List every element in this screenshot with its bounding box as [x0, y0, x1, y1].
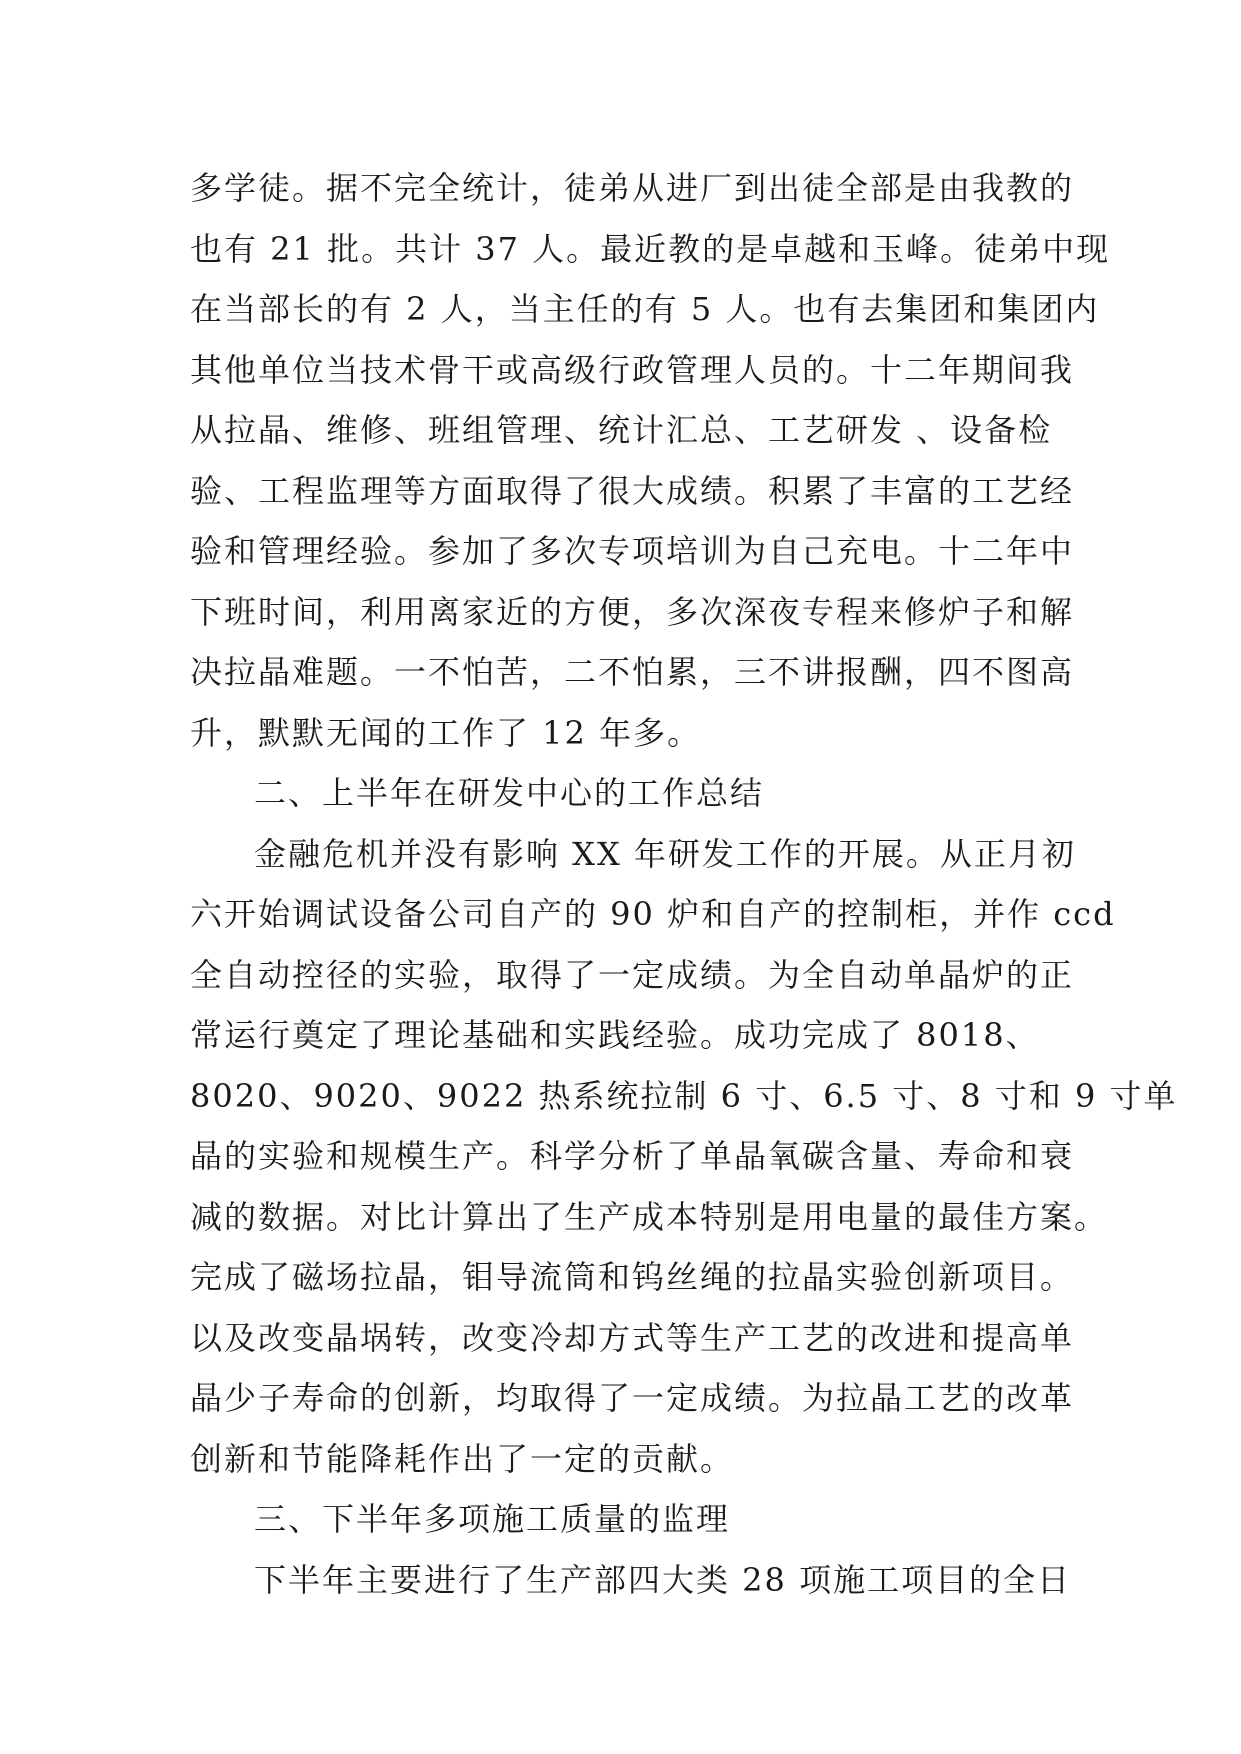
paragraph-line: 晶的实验和规模生产。科学分析了单晶氧碳含量、寿命和衰: [190, 1137, 1075, 1175]
paragraph-line: 多学徒。据不完全统计，徒弟从进厂到出徒全部是由我教的: [190, 169, 1075, 207]
paragraph-line: 下半年主要进行了生产部四大类 28 项施工项目的全日: [254, 1560, 1072, 1599]
section-heading: 二、上半年在研发中心的工作总结: [254, 774, 765, 812]
paragraph-line: 金融危机并没有影响 XX 年研发工作的开展。从正月初: [254, 834, 1076, 873]
paragraph-line: 晶少子寿命的创新，均取得了一定成绩。为拉晶工艺的改革: [190, 1379, 1075, 1417]
paragraph-line: 下班时间，利用离家近的方便，多次深夜专程来修炉子和解: [190, 592, 1075, 631]
paragraph-line: 完成了磁场拉晶，钼导流筒和钨丝绳的拉晶实验创新项目。: [190, 1258, 1075, 1296]
paragraph-line: 决拉晶难题。一不怕苦，二不怕累，三不讲报酬，四不图高: [190, 653, 1075, 691]
paragraph-line: 在当部长的有 2 人，当主任的有 5 人。也有去集团和集团内: [190, 290, 1100, 328]
paragraph-line: 8020、9020、9022 热系统拉制 6 寸、6.5 寸、8 寸和 9 寸单: [190, 1076, 1178, 1115]
document-body: [190, 158, 1178, 1610]
paragraph-line: 验和管理经验。参加了多次专项培训为自己充电。十二年中: [190, 532, 1075, 570]
paragraph-line: 从拉晶、维修、班组管理、统计汇总、工艺研发 、设备检: [190, 411, 1053, 449]
paragraph-line: 全自动控径的实验，取得了一定成绩。为全自动单晶炉的正: [190, 955, 1075, 994]
paragraph-line: 升，默默无闻的工作了 12 年多。: [190, 713, 702, 752]
paragraph-line: 验、工程监理等方面取得了很大成绩。积累了丰富的工艺经: [190, 471, 1075, 510]
paragraph-line: 其他单位当技术骨干或高级行政管理人员的。十二年期间我: [190, 350, 1075, 389]
section-heading: 三、下半年多项施工质量的监理: [254, 1500, 731, 1538]
paragraph-line: 也有 21 批。共计 37 人。最近教的是卓越和玉峰。徒弟中现: [190, 229, 1111, 268]
paragraph-line: 以及改变晶埚转，改变冷却方式等生产工艺的改进和提高单: [190, 1318, 1075, 1357]
paragraph-line: 减的数据。对比计算出了生产成本特别是用电量的最佳方案。: [190, 1197, 1109, 1236]
paragraph-line: 常运行奠定了理论基础和实践经验。成功完成了 8018、: [190, 1016, 1040, 1054]
paragraph-line: 六开始调试设备公司自产的 90 炉和自产的控制柜，并作 ccd: [190, 895, 1116, 933]
paragraph-line: 创新和节能降耗作出了一定的贡献。: [190, 1439, 735, 1478]
